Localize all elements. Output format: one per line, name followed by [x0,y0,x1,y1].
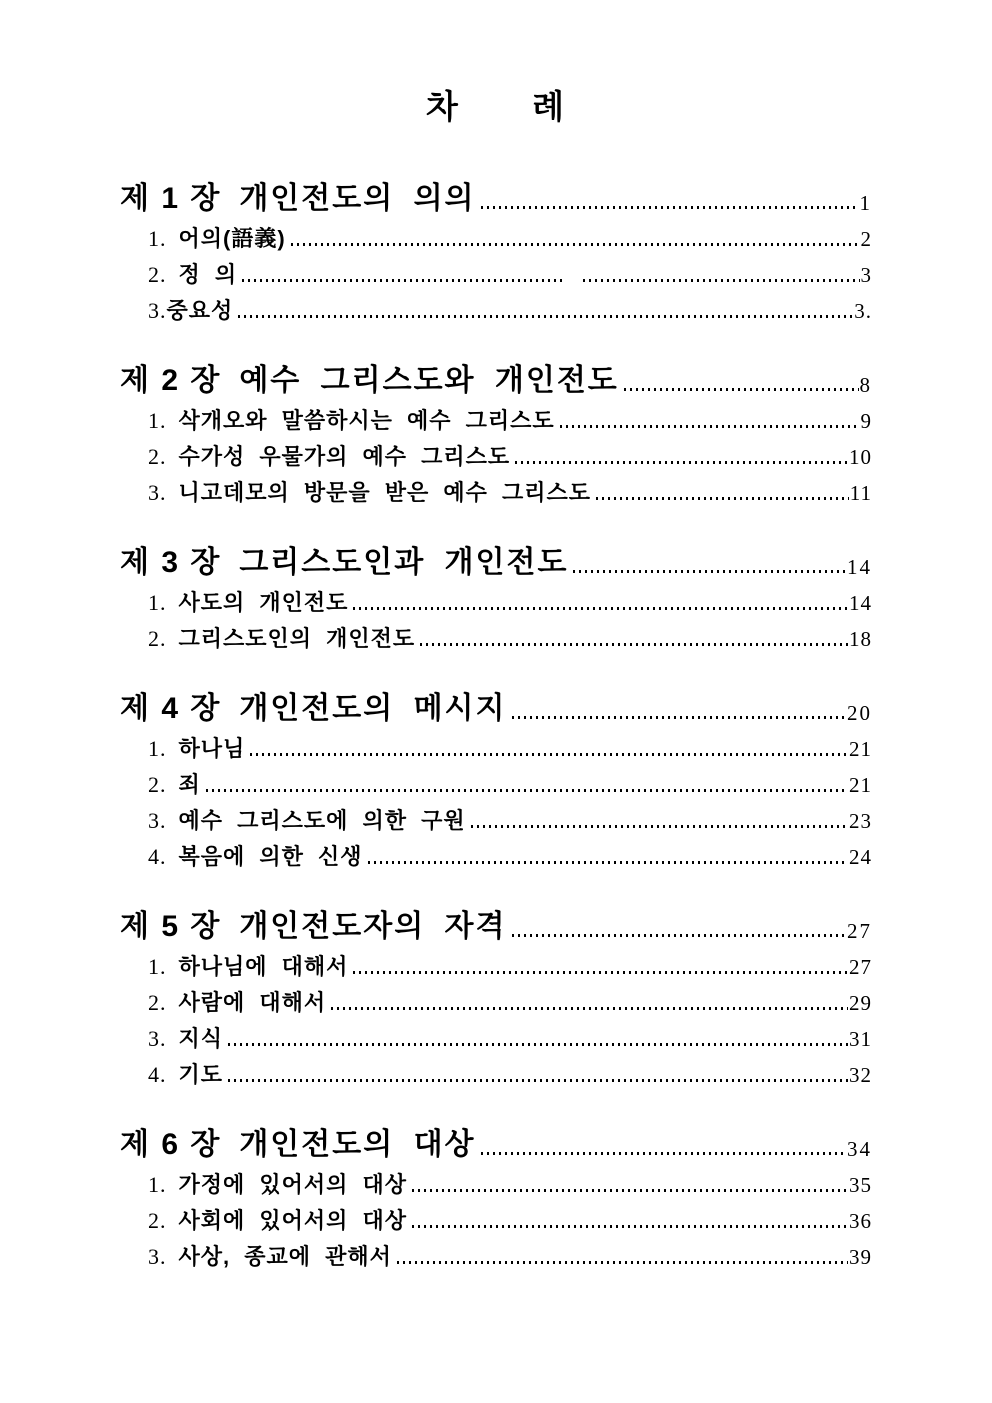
toc-chapter-section [120,678,872,869]
dot-leader [250,753,848,756]
item-number: 2. [148,625,167,651]
toc-chapter-section [120,1114,872,1269]
chapter-title: 개인전도의 의의 [239,182,476,215]
dot-leader [242,279,564,282]
page-number: 11 [849,480,872,505]
page-number: 20 [847,700,872,725]
chapter-title: 그리스도인과 개인전도 [239,546,569,579]
dot-leader [228,1079,848,1082]
toc-chapter-row [120,678,872,725]
item-number: 2. [148,1207,167,1233]
toc-chapter-row [120,1114,872,1161]
item-title: 니고데모의 방문을 받은 예수 그리스도 [178,479,591,505]
chapter-label: 제 4 장 [120,692,222,725]
page-number: 34 [847,1136,872,1161]
item-title: 가정에 있어서의 대상 [178,1171,407,1197]
item-number: 1. [148,735,167,761]
toc-item-row [120,943,872,979]
page-number: 29 [849,990,872,1015]
toc-chapter-section [120,896,872,1087]
chapter-title: 개인전도자의 자격 [239,910,507,943]
dot-leader [471,825,848,828]
page-number: 14 [849,590,872,615]
dot-leader [560,425,860,428]
chapter-title: 개인전도의 메시지 [239,692,507,725]
dot-leader [412,1225,848,1228]
dot-leader [412,1189,848,1192]
dot-leader [238,315,853,318]
item-title: 지식 [178,1025,224,1051]
toc-chapter-row [120,168,872,215]
toc-item-row [120,725,872,761]
page-number: 3 [860,262,872,287]
item-number: 3. [148,1025,167,1051]
toc-item-row [120,833,872,869]
toc-chapter-section [120,350,872,505]
page-number: 36 [849,1208,872,1233]
item-number: 3. [148,479,167,505]
item-title: 그리스도인의 개인전도 [178,625,416,651]
dot-leader [291,243,860,246]
page-number: 39 [849,1244,872,1269]
chapter-label: 제 3 장 [120,546,222,579]
toc-item-row [120,1233,872,1269]
item-number: 2. [148,443,167,469]
dot-leader [583,279,859,282]
item-title: 예수 그리스도에 의한 구원 [178,807,466,833]
toc-chapter-section [120,532,872,651]
toc-item-row [120,251,872,287]
chapter-title: 예수 그리스도와 개인전도 [239,364,619,397]
item-number: 2. [148,989,167,1015]
page-number: 27 [849,954,872,979]
chapter-label: 제 5 장 [120,910,222,943]
page-number: 23 [849,808,872,833]
item-title: 죄 [178,771,201,797]
toc-item-row [120,979,872,1015]
item-number: 4. [148,1061,167,1087]
toc-item-row [120,287,872,323]
item-title: 수가성 우물가의 예수 그리스도 [178,443,511,469]
item-number: 3. [148,807,167,833]
toc-item-row [120,469,872,505]
dot-leader [420,643,848,646]
item-number: 1. [148,1171,167,1197]
toc-item-row [120,615,872,651]
item-title: 정 의 [178,261,238,287]
chapter-label: 제 2 장 [120,364,222,397]
dot-leader [624,388,859,391]
page-number: 24 [849,844,872,869]
toc-chapter-section [120,168,872,323]
dot-leader [368,861,849,864]
page-number: 32 [849,1062,872,1087]
toc-item-row [120,1197,872,1233]
page-number: 21 [849,736,872,761]
toc-chapter-row [120,532,872,579]
item-title: 하나님 [178,735,246,761]
dot-leader [573,570,846,573]
page-number: 3. [854,298,872,323]
page-number: 2 [860,226,872,251]
dot-leader [481,206,859,209]
item-number: 2. [148,261,167,287]
page-number: 8 [859,372,872,397]
page-number: 10 [849,444,872,469]
toc-item-row [120,761,872,797]
dot-leader [331,1007,848,1010]
toc-item-row [120,579,872,615]
toc-item-row [120,1051,872,1087]
item-title: 사람에 대해서 [178,989,327,1015]
dot-leader [512,716,846,719]
item-title: 기도 [178,1061,224,1087]
page-number: 18 [849,626,872,651]
dot-leader [206,789,848,792]
item-title: 중요성 [166,297,234,323]
item-number: 3. [148,1243,167,1269]
dot-leader [481,1152,846,1155]
page-number: 9 [860,408,872,433]
dot-leader [397,1261,848,1264]
item-title: 하나님에 대해서 [178,953,349,979]
toc-item-row [120,797,872,833]
toc-chapter-row [120,896,872,943]
page-number: 1 [859,190,872,215]
toc-item-row [120,433,872,469]
page-number: 14 [847,554,872,579]
dot-leader [512,934,846,937]
dot-leader [596,497,849,500]
item-title: 사도의 개인전도 [178,589,349,615]
page-number: 27 [847,918,872,943]
toc-chapter-row [120,350,872,397]
chapter-label: 제 6 장 [120,1128,222,1161]
toc-item-row [120,397,872,433]
page-number: 31 [849,1026,872,1051]
item-number: 1. [148,225,167,251]
toc-item-row [120,1015,872,1051]
item-title: 사상, 종교에 관해서 [178,1243,392,1269]
item-number: 2. [148,771,167,797]
item-title: 복음에 의한 신생 [178,843,363,869]
item-number: 4. [148,843,167,869]
item-number: 1. [148,953,167,979]
item-number: 3. [148,297,167,323]
toc-item-row [120,1161,872,1197]
item-title: 어의(語義) [178,225,286,251]
page-number: 35 [849,1172,872,1197]
item-number: 1. [148,407,167,433]
dot-leader [353,607,848,610]
item-title: 사회에 있어서의 대상 [178,1207,407,1233]
dot-leader [228,1043,848,1046]
dot-leader [515,461,848,464]
chapter-label: 제 1 장 [120,182,222,215]
chapter-title: 개인전도의 대상 [239,1128,476,1161]
dot-leader [353,971,848,974]
item-number: 1. [148,589,167,615]
table-of-contents [120,168,872,1269]
document-title: 차 례 [425,90,566,126]
page-number: 21 [849,772,872,797]
toc-item-row [120,215,872,251]
item-title: 삭개오와 말씀하시는 예수 그리스도 [178,407,555,433]
